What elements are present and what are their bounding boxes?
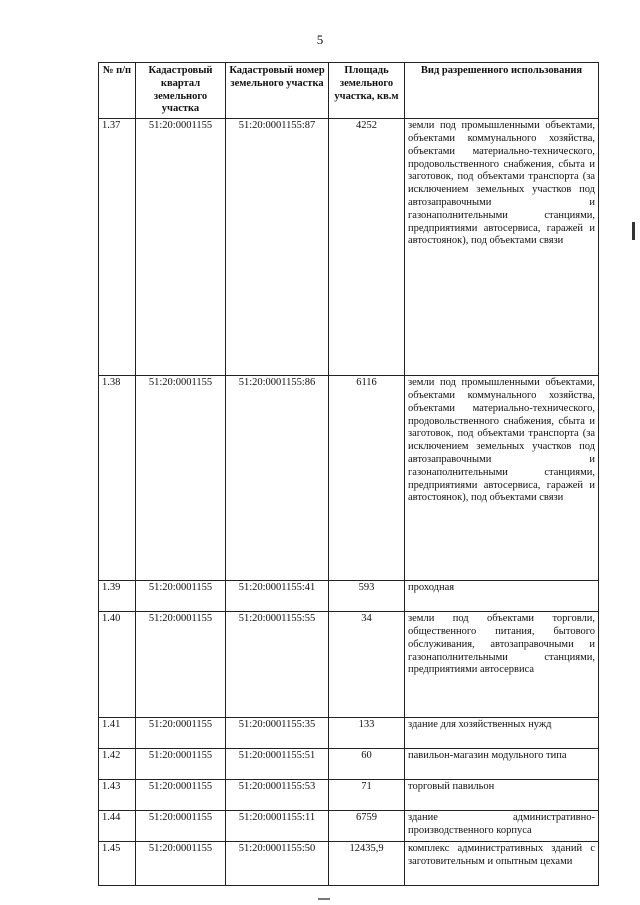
row-area: 60 — [329, 749, 405, 780]
row-cadastral-number: 51:20:0001155:86 — [226, 376, 329, 581]
row-area: 133 — [329, 718, 405, 749]
row-cadastral-block: 51:20:0001155 — [136, 612, 226, 718]
row-num: 1.39 — [99, 581, 136, 612]
row-area: 12435,9 — [329, 842, 405, 886]
row-permitted-use: земли под промышленными объектами, объектами коммунального хозяйства, объектами материально-технического, продовольственного снабжения, сбыта и заготовок, под объектами транспорта (за исключением земельных участков под автозаправочными и газонаполнительными станциями, предприятиями автосервиса, гаражей и автостоянок), под объектами связи — [405, 376, 599, 581]
row-cadastral-block: 51:20:0001155 — [136, 718, 226, 749]
row-num: 1.40 — [99, 612, 136, 718]
header-num: № п/п — [99, 63, 136, 119]
row-area: 71 — [329, 780, 405, 811]
row-cadastral-number: 51:20:0001155:55 — [226, 612, 329, 718]
table-row — [99, 811, 599, 842]
table-row — [99, 718, 599, 749]
row-cadastral-number: 51:20:0001155:87 — [226, 119, 329, 376]
row-permitted-use: земли под объектами торговли, общественного питания, бытового обслуживания, автозаправочными и газонаполнительными станциями, предприятиями автосервиса — [405, 612, 599, 718]
row-cadastral-block: 51:20:0001155 — [136, 749, 226, 780]
row-permitted-use: павильон-магазин модульного типа — [405, 749, 599, 780]
table-row — [99, 612, 599, 718]
row-num: 1.37 — [99, 119, 136, 376]
header-cadastral-number: Кадастровый номер земельного участка — [226, 63, 329, 119]
row-cadastral-block: 51:20:0001155 — [136, 811, 226, 842]
page-number: 5 — [316, 32, 324, 47]
header-permitted-use: Вид разрешенного использования — [405, 63, 599, 119]
scan-edge-mark — [632, 222, 635, 240]
row-area: 4252 — [329, 119, 405, 376]
row-cadastral-number: 51:20:0001155:11 — [226, 811, 329, 842]
row-cadastral-number: 51:20:0001155:51 — [226, 749, 329, 780]
row-num: 1.41 — [99, 718, 136, 749]
row-cadastral-block: 51:20:0001155 — [136, 842, 226, 886]
row-num: 1.42 — [99, 749, 136, 780]
row-area: 593 — [329, 581, 405, 612]
row-area: 6759 — [329, 811, 405, 842]
row-permitted-use: торговый павильон — [405, 780, 599, 811]
scan-bottom-mark — [318, 898, 330, 900]
row-cadastral-block: 51:20:0001155 — [136, 376, 226, 581]
row-cadastral-block: 51:20:0001155 — [136, 119, 226, 376]
table-header-row — [99, 63, 599, 119]
row-cadastral-number: 51:20:0001155:50 — [226, 842, 329, 886]
row-cadastral-number: 51:20:0001155:41 — [226, 581, 329, 612]
row-num: 1.45 — [99, 842, 136, 886]
row-num: 1.44 — [99, 811, 136, 842]
row-permitted-use: здание для хозяйственных нужд — [405, 718, 599, 749]
row-permitted-use: комплекс административных зданий с заготовительным и опытным цехами — [405, 842, 599, 886]
row-cadastral-number: 51:20:0001155:35 — [226, 718, 329, 749]
row-num: 1.43 — [99, 780, 136, 811]
row-permitted-use: здание административно-производственного корпуса — [405, 811, 599, 842]
row-cadastral-block: 51:20:0001155 — [136, 581, 226, 612]
row-cadastral-number: 51:20:0001155:53 — [226, 780, 329, 811]
row-cadastral-block: 51:20:0001155 — [136, 780, 226, 811]
header-area: Площадь земельного участка, кв.м — [329, 63, 405, 119]
land-plots-table — [98, 62, 599, 886]
row-area: 6116 — [329, 376, 405, 581]
table-row — [99, 376, 599, 581]
table-row — [99, 842, 599, 886]
row-permitted-use: земли под промышленными объектами, объектами коммунального хозяйства, объектами материально-технического, продовольственного снабжения, сбыта и заготовок, под объектами транспорта (за исключением земельных участков под автозаправочными и газонаполнительными станциями, предприятиями автосервиса, гаражей и автостоянок), под объектами связи — [405, 119, 599, 376]
row-num: 1.38 — [99, 376, 136, 581]
table-row — [99, 780, 599, 811]
row-permitted-use: проходная — [405, 581, 599, 612]
table-row — [99, 119, 599, 376]
table-row — [99, 581, 599, 612]
row-area: 34 — [329, 612, 405, 718]
header-cadastral-block: Кадастровый квартал земельного участка — [136, 63, 226, 119]
table-row — [99, 749, 599, 780]
